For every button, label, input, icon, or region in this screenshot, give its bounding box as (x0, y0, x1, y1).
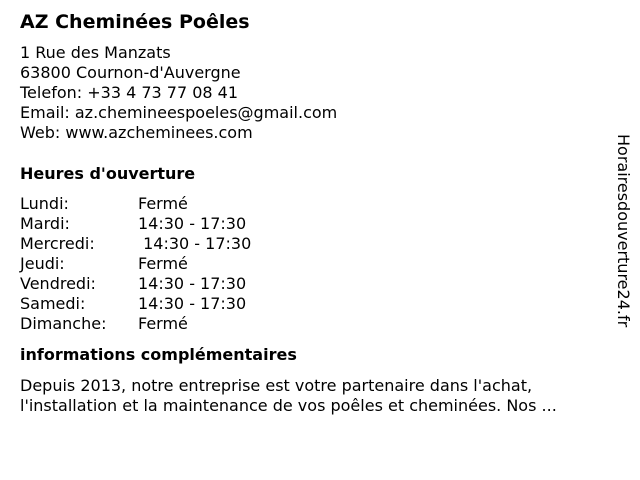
address-street: 1 Rue des Manzats (20, 43, 171, 62)
phone-number: Telefon: +33 4 73 77 08 41 (20, 83, 239, 102)
hours-row-friday (20, 274, 605, 294)
day-label: Samedi: (20, 294, 86, 313)
hours-row-saturday (20, 294, 605, 314)
day-label: Mardi: (20, 214, 70, 233)
day-label: Mercredi: (20, 234, 95, 253)
info-heading: informations complémentaires (20, 345, 297, 364)
day-label: Lundi: (20, 194, 69, 213)
hours-row-thursday (20, 254, 605, 274)
hours-value: 14:30 - 17:30 (138, 234, 252, 253)
site-watermark: Horairesdouverture24.fr (614, 134, 633, 328)
address-city: 63800 Cournon-d'Auvergne (20, 63, 241, 82)
business-card (20, 10, 605, 416)
business-name: AZ Cheminées Poêles (20, 11, 250, 33)
hours-value: Fermé (138, 194, 188, 213)
email-address: Email: az.chemineespoeles@gmail.com (20, 103, 338, 122)
hours-row-tuesday (20, 214, 605, 234)
hours-row-wednesday (20, 234, 605, 254)
hours-value: 14:30 - 17:30 (138, 294, 247, 313)
day-label: Jeudi: (20, 254, 65, 273)
hours-row-sunday (20, 314, 605, 334)
hours-value: Fermé (138, 254, 188, 273)
hours-value: 14:30 - 17:30 (138, 274, 247, 293)
website: Web: www.azcheminees.com (20, 123, 253, 142)
hours-heading: Heures d'ouverture (20, 164, 196, 183)
hours-value: Fermé (138, 314, 188, 333)
description (20, 376, 620, 416)
hours-table (20, 194, 605, 334)
day-label: Vendredi: (20, 274, 96, 293)
hours-value: 14:30 - 17:30 (138, 214, 247, 233)
day-label: Dimanche: (20, 314, 107, 333)
description-line: l'installation et la maintenance de vos poêles et cheminées. Nos ... (20, 396, 557, 415)
hours-row-monday (20, 194, 605, 214)
description-line: Depuis 2013, notre entreprise est votre partenaire dans l'achat, (20, 376, 533, 395)
